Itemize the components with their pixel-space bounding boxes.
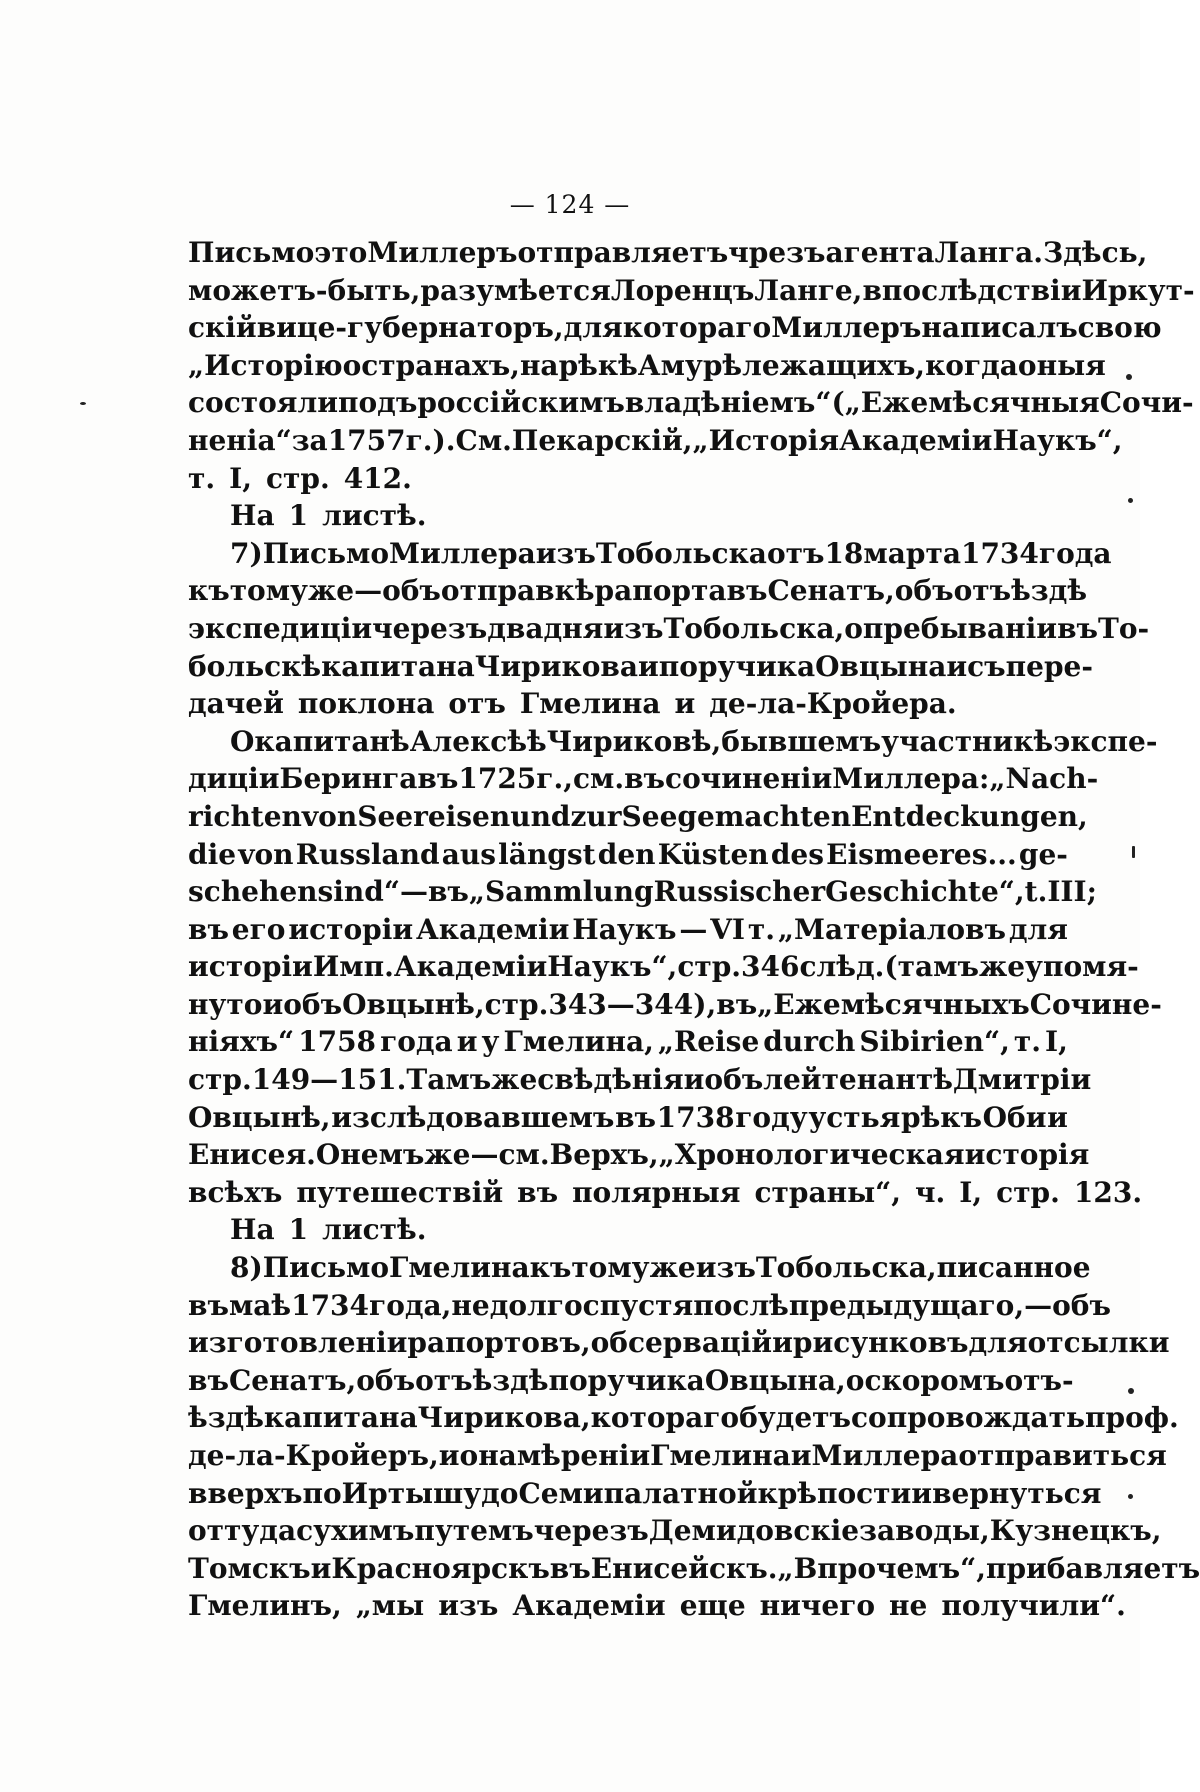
text-line: На 1 листѣ. xyxy=(230,499,427,533)
text-line: т. I, стр. 412. xyxy=(188,461,412,495)
text-line: нуто и объ Овцынѣ, стр. 343—344), въ „Ежемѣсячныхъ Сочине- xyxy=(188,987,1162,1021)
text-line: schehen sind“ — въ „Sammlung Russischer Geschichte“, t. III; xyxy=(188,875,1097,909)
text-line: скій вице-губернаторъ, для котораго Миллеръ написалъ свою xyxy=(188,311,1162,345)
text-line: die von Russland aus längst den Küsten des Eismeeres... ge- xyxy=(188,837,1068,871)
text-line: къ тому же — объ отправкѣ рапорта въ Сенатъ, объ отъѣздѣ xyxy=(188,574,1088,608)
text-line: 7) Письмо Миллера изъ Тобольска отъ 18 марта 1734 года xyxy=(230,536,1112,570)
text-line: ѣздѣ капитана Чирикова, котораго будетъ сопровождать проф. xyxy=(188,1401,1179,1435)
page-number: — 124 — xyxy=(509,190,631,219)
text-line: Томскъ и Красноярскъ въ Енисейскъ. „Впрочемъ“, прибавляетъ xyxy=(188,1551,1200,1585)
text-line: На 1 листѣ. xyxy=(230,1213,427,1247)
text-line: въ маѣ 1734 года, недолго спустя послѣ предыдущаго, — объ xyxy=(188,1288,1111,1322)
scan-speck xyxy=(80,402,86,405)
text-line: экспедиціи черезъ два дня изъ Тобольска, о пребываніи въ То- xyxy=(188,611,1150,645)
text-line: неніа“ за 1757 г.). См. Пекарскій, „Исторія Академіи Наукъ“, xyxy=(188,423,1123,457)
text-line: всѣхъ путешествій въ полярныя страны“, ч. I, стр. 123. xyxy=(188,1175,1143,1209)
body-text xyxy=(188,234,1200,1625)
text-line: больскѣ капитана Чирикова и поручика Овцына и съ пере- xyxy=(188,649,1093,683)
text-line: О капитанѣ Алексѣѣ Чириковѣ, бывшемъ участникѣ экспе- xyxy=(230,724,1158,758)
scan-speck xyxy=(1126,374,1132,380)
text-line: 8) Письмо Гмелина къ тому же изъ Тобольска, писанное xyxy=(230,1251,1091,1285)
text-line: изготовленіи рапортовъ, обсервацій и рисунковъ для отсылки xyxy=(188,1326,1170,1360)
text-line: „Исторію о странахъ, на рѣкѣ Амурѣ лежащихъ, когда оныя xyxy=(188,348,1106,382)
text-line: дачей поклона отъ Гмелина и де-ла-Кройера. xyxy=(188,687,957,721)
text-line: можетъ-быть, разумѣется Лоренцъ Ланге, впослѣдствіи Иркут- xyxy=(188,273,1195,307)
scan-speck xyxy=(1128,1388,1134,1394)
text-line: исторіи Имп. Академіи Наукъ“, стр. 346 слѣд. (тамъ же упомя- xyxy=(188,950,1139,984)
text-line: оттуда сухимъ путемъ черезъ Демидовскіе заводы, Кузнецкъ, xyxy=(188,1514,1162,1548)
text-line: ніяхъ“ 1758 года и у Гмелина, „Reise durch Sibirien“, т. I, xyxy=(188,1025,1068,1059)
text-line: въ Сенатъ, объ отъѣздѣ поручика Овцына, о скоромъ отъ- xyxy=(188,1363,1074,1397)
text-line: въ его исторіи Академіи Наукъ — VI т. „Матеріаловъ для xyxy=(188,912,1068,946)
text-line: Овцынѣ, изслѣдовавшемъ въ 1738 году устья рѣкъ Оби и xyxy=(188,1100,1068,1134)
text-line: де-ла-Кройеръ, и о намѣреніи Гмелина и Миллера отправиться xyxy=(188,1439,1167,1472)
scan-speck xyxy=(1132,846,1135,858)
scan-speck xyxy=(1128,498,1133,503)
scan-speck xyxy=(1128,1494,1133,1499)
text-line: стр. 149—151. Тамъ же свѣдѣнія и объ лейтенантѣ Дмитріи xyxy=(188,1063,1092,1097)
text-line: Письмо это Миллеръ отправляетъ чрезъ агента Ланга. Здѣсь, xyxy=(188,236,1148,269)
text-line: вверхъ по Иртышу до Семипалатной крѣпости и вернуться xyxy=(188,1476,1102,1510)
text-line: состояли подъ россійскимъ владѣніемъ“ („Ежемѣсячныя Сочи- xyxy=(188,386,1194,420)
text-line: Гмелинъ, „мы изъ Академіи еще ничего не получили“. xyxy=(188,1589,1126,1623)
text-line: диціи Беринга въ 1725 г., см. въ сочиненіи Миллера: „Nach- xyxy=(188,762,1099,796)
text-line: richten von Seereisen und zur See gemachten Entdeckungen, xyxy=(188,799,1088,833)
text-line: Енисея. О немъ же — см. Верхъ, „Хронологическая исторія xyxy=(188,1138,1090,1172)
